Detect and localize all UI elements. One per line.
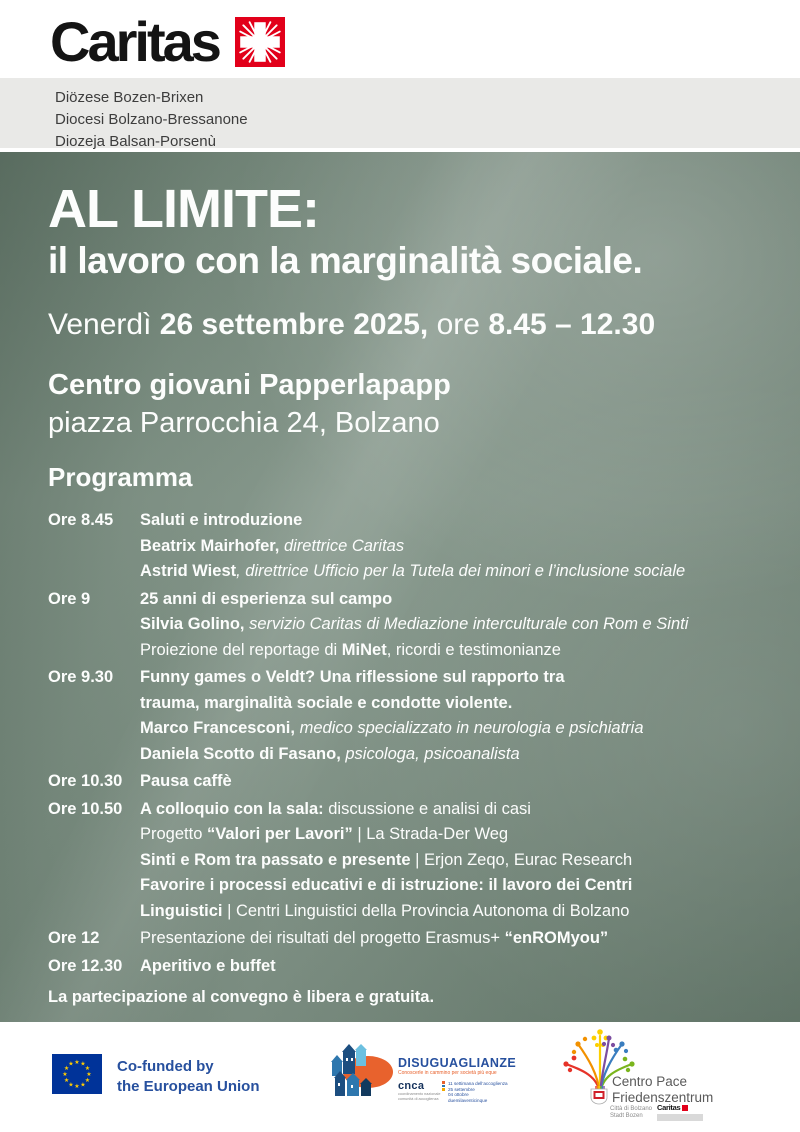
- program-time: Ore 10.30: [48, 772, 123, 790]
- caritas-mini-wordmark: Caritas: [657, 1103, 681, 1112]
- program-time: Ore 12: [48, 929, 100, 947]
- program-row: [48, 797, 800, 925]
- disuguaglianze-title: DISUGUAGLIANZE: [398, 1056, 517, 1070]
- svg-text:★: ★: [80, 1081, 86, 1089]
- diocese-band: [0, 78, 800, 148]
- disuguaglianze-subtitle: Conoscerle in cammino per società più eque: [398, 1070, 497, 1076]
- cnca-block: [398, 1081, 516, 1103]
- participation-note: La partecipazione al convegno è libera e gratuita.: [48, 988, 435, 1006]
- svg-text:★: ★: [74, 1083, 80, 1090]
- bolzano-shield-icon: [590, 1088, 608, 1105]
- svg-text:★: ★: [62, 1071, 68, 1078]
- svg-text:★: ★: [84, 1077, 91, 1084]
- svg-text:★: ★: [74, 1059, 80, 1066]
- diocese-line-de: Diözese Bozen-Brixen: [55, 89, 204, 106]
- cnca-tick-icon: [442, 1081, 445, 1091]
- program-row: [48, 508, 800, 585]
- program-entry-line: Presentazione dei risultati del progetto Erasmus+ “enROMyou”: [140, 929, 609, 947]
- caritas-mini-gray-bar: [657, 1114, 703, 1121]
- svg-text:★: ★: [86, 1071, 92, 1078]
- program-entry-line: trauma, marginalità sociale e condotte violente.: [140, 693, 513, 712]
- eu-cofunded-label: [117, 1054, 260, 1097]
- venue-address: piazza Parrocchia 24, Bolzano: [48, 407, 440, 439]
- program-entry-line: Pausa caffè: [140, 772, 232, 790]
- eu-label-line2: the European Union: [117, 1078, 260, 1095]
- svg-text:★: ★: [63, 1077, 70, 1084]
- caritas-logo: [50, 10, 285, 73]
- event-datetime: Venerdì 26 settembre 2025, ore 8.45 – 12.30: [48, 308, 656, 341]
- program-rows: [48, 508, 800, 981]
- program-entry: [140, 587, 688, 664]
- event-week-line1: 11 settimana dell’accoglienza: [447, 1081, 508, 1086]
- diocese-line-ld: Diozeja Balsan-Porsenù: [55, 133, 216, 150]
- program-entry-line: Marco Francesconi, medico specializzato in neurologia e psichiatria: [140, 719, 644, 737]
- event-week-line3: 04 ottobre: [447, 1092, 469, 1098]
- caritas-mini-logo: [657, 1104, 703, 1121]
- program-row: [48, 665, 800, 767]
- program-time: Ore 12.30: [48, 956, 123, 975]
- city-line-de: Stadt Bozen: [610, 1112, 643, 1119]
- program-entry-line: Silvia Golino, servizio Caritas di Mediazione interculturale con Rom e Sinti: [140, 615, 689, 633]
- centro-pace-line2: Friedenszentrum: [612, 1090, 714, 1105]
- program-row: [48, 954, 800, 980]
- caritas-flame-cross-icon: [235, 17, 285, 67]
- program-entry-line: Sinti e Rom tra passato e presente | Erjon Zeqo, Eurac Research: [140, 850, 633, 869]
- program-time: Ore 9.30: [48, 668, 114, 686]
- program-entry-line: Astrid Wiest, direttrice Ufficio per la Tutela dei minori e l’inclusione sociale: [140, 562, 686, 580]
- program-entry-line: Daniela Scotto di Fasano, psicologa, psicoanalista: [140, 744, 520, 763]
- program-time: Ore 10.50: [48, 799, 123, 818]
- program-entry-line: Saluti e introduzione: [140, 511, 303, 529]
- program-entry: [140, 665, 644, 767]
- program-entry-line: 25 anni di esperienza sul campo: [140, 589, 393, 608]
- poster-body: [0, 152, 800, 1022]
- event-week-line2: 25 settembre: [447, 1086, 475, 1092]
- program-time: Ore 9: [48, 589, 91, 608]
- cnca-subline1: coordinamento nazionale: [398, 1092, 441, 1096]
- program-time: Ore 8.45: [48, 511, 114, 529]
- centro-pace-title: [612, 1074, 713, 1106]
- city-of-bolzano-label: [610, 1106, 652, 1119]
- event-title-line1: AL LIMITE:: [48, 179, 319, 239]
- svg-text:★: ★: [68, 1081, 74, 1089]
- city-line-it: Città di Bolzano: [610, 1106, 653, 1112]
- program-heading: Programma: [48, 462, 193, 492]
- program-entry-line: Funny games o Veldt? Una riflessione sul rapporto tra: [140, 668, 565, 686]
- centro-pace-line1: Centro Pace: [612, 1074, 688, 1089]
- settimana-accoglienza-lines: [448, 1081, 508, 1103]
- cnca-wordmark: cnca: [398, 1080, 425, 1092]
- program-entry: [140, 508, 685, 585]
- program-entry: [140, 926, 608, 952]
- program-entry-line: Proiezione del reportage di MiNet, ricordi e testimonianze: [140, 640, 561, 659]
- program-row: [48, 769, 800, 795]
- event-week-line4: duemilaventicinque: [447, 1097, 488, 1103]
- eu-label-line1: Co-funded by: [117, 1058, 214, 1075]
- centro-pace-logo: [552, 1022, 772, 1132]
- svg-text:★: ★: [68, 1060, 74, 1068]
- program-entry-line: Favorire i processi educativi e di istruzione: il lavoro dei Centri: [140, 876, 633, 894]
- event-venue: [48, 366, 451, 442]
- event-title-line2: il lavoro con la marginalità sociale.: [48, 240, 643, 281]
- program-row: [48, 926, 800, 952]
- eu-cofunded-logo: [52, 1054, 260, 1097]
- cnca-wordmark-wrap: [398, 1081, 440, 1101]
- cnca-subline2: comunità di accoglienza: [398, 1096, 439, 1101]
- program-row: [48, 587, 800, 664]
- program-entry-line: Aperitivo e buffet: [140, 956, 276, 975]
- disuguaglianze-text: [398, 1038, 516, 1103]
- diocese-line-it: Diocesi Bolzano-Bressanone: [55, 111, 248, 128]
- caritas-mini-top: [657, 1104, 703, 1112]
- program-entry: [140, 769, 232, 795]
- logo-footer: [0, 1022, 800, 1132]
- program-entry: [140, 954, 276, 980]
- program-entry-line: Beatrix Mairhofer, direttrice Caritas: [140, 536, 405, 555]
- program-entry-line: A colloquio con la sala: discussione e analisi di casi: [140, 799, 531, 818]
- caritas-mini-red-square-icon: [682, 1105, 688, 1111]
- eu-flag-icon: [52, 1054, 102, 1094]
- caritas-wordmark: Caritas: [50, 10, 219, 73]
- venue-name: Centro giovani Papperlapapp: [48, 369, 451, 401]
- svg-text:★: ★: [84, 1065, 91, 1072]
- disuguaglianze-logo: [328, 1038, 516, 1103]
- program-entry: [140, 797, 632, 925]
- svg-text:★: ★: [63, 1065, 70, 1072]
- svg-text:★: ★: [80, 1060, 86, 1068]
- program-entry-line: Progetto “Valori per Lavori” | La Strada-Der Weg: [140, 825, 509, 843]
- houses-ellipse-icon: [328, 1042, 394, 1100]
- program-entry-line: Linguistici | Centri Linguistici della Provincia Autonoma di Bolzano: [140, 901, 630, 920]
